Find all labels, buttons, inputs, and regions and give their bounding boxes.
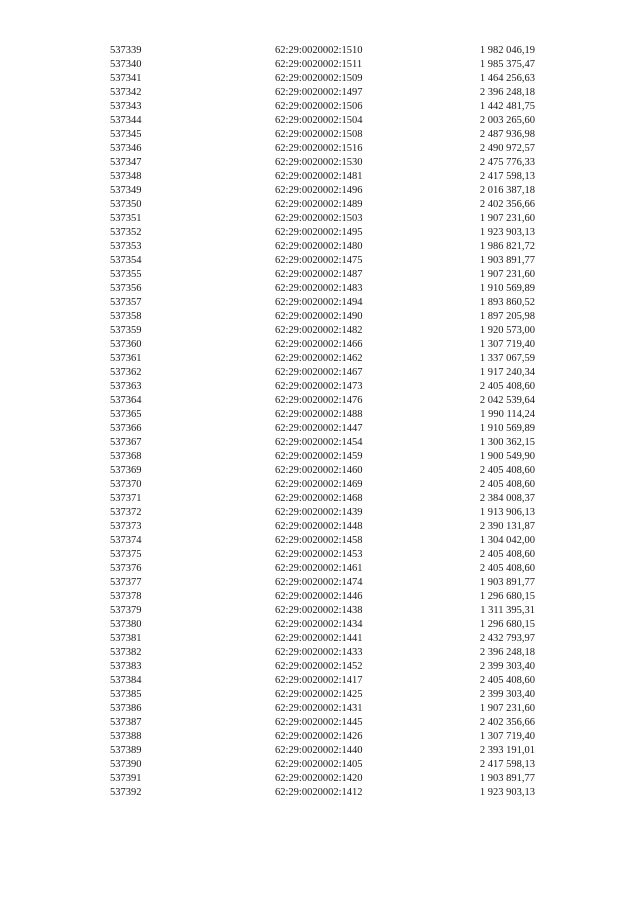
- table-row: [110, 338, 535, 352]
- row-number-cell: 537346: [110, 143, 142, 154]
- row-number-cell: 537356: [110, 283, 142, 294]
- cadastral-number-cell: 62:29:0020002:1420: [275, 773, 363, 784]
- row-number-cell: 537344: [110, 115, 142, 126]
- table-row: [110, 520, 535, 534]
- cadastral-number-cell: 62:29:0020002:1480: [275, 241, 363, 252]
- value-cell: 1 923 903,13: [479, 227, 535, 238]
- value-cell: 1 337 067,59: [479, 353, 535, 364]
- value-cell: 1 442 481,75: [479, 101, 535, 112]
- value-cell: 1 986 821,72: [479, 241, 535, 252]
- cadastral-number-cell: 62:29:0020002:1467: [275, 367, 363, 378]
- table-row: [110, 660, 535, 674]
- table-row: [110, 58, 535, 72]
- cadastral-number-cell: 62:29:0020002:1433: [275, 647, 363, 658]
- cadastral-number-cell: 62:29:0020002:1447: [275, 423, 363, 434]
- value-cell: 2 417 598,13: [479, 171, 535, 182]
- cadastral-number-cell: 62:29:0020002:1462: [275, 353, 363, 364]
- cadastral-number-cell: 62:29:0020002:1495: [275, 227, 363, 238]
- value-cell: 2 396 248,18: [479, 647, 535, 658]
- row-number-cell: 537358: [110, 311, 142, 322]
- value-cell: 1 307 719,40: [479, 731, 535, 742]
- table-row: [110, 352, 535, 366]
- cadastral-number-cell: 62:29:0020002:1431: [275, 703, 363, 714]
- row-number-cell: 537391: [110, 773, 142, 784]
- cadastral-number-cell: 62:29:0020002:1508: [275, 129, 363, 140]
- row-number-cell: 537374: [110, 535, 142, 546]
- table-row: [110, 506, 535, 520]
- table-row: [110, 688, 535, 702]
- cadastral-number-cell: 62:29:0020002:1461: [275, 563, 363, 574]
- table-row: [110, 366, 535, 380]
- table-row: [110, 464, 535, 478]
- table-row: [110, 436, 535, 450]
- row-number-cell: 537380: [110, 619, 142, 630]
- value-cell: 2 417 598,13: [479, 759, 535, 770]
- cadastral-number-cell: 62:29:0020002:1516: [275, 143, 363, 154]
- value-cell: 2 432 793,97: [479, 633, 535, 644]
- value-cell: 1 296 680,15: [479, 591, 535, 602]
- row-number-cell: 537351: [110, 213, 142, 224]
- table-row: [110, 44, 535, 58]
- row-number-cell: 537386: [110, 703, 142, 714]
- value-cell: 1 893 860,52: [479, 297, 535, 308]
- row-number-cell: 537392: [110, 787, 142, 798]
- value-cell: 1 464 256,63: [479, 73, 535, 84]
- table-row: [110, 562, 535, 576]
- row-number-cell: 537379: [110, 605, 142, 616]
- row-number-cell: 537354: [110, 255, 142, 266]
- cadastral-number-cell: 62:29:0020002:1504: [275, 115, 363, 126]
- cadastral-number-cell: 62:29:0020002:1488: [275, 409, 363, 420]
- value-cell: 1 300 362,15: [479, 437, 535, 448]
- row-number-cell: 537345: [110, 129, 142, 140]
- row-number-cell: 537339: [110, 45, 142, 56]
- row-number-cell: 537377: [110, 577, 142, 588]
- value-cell: 1 900 549,90: [479, 451, 535, 462]
- table-row: [110, 198, 535, 212]
- cadastral-number-cell: 62:29:0020002:1476: [275, 395, 363, 406]
- table-row: [110, 212, 535, 226]
- table-row: [110, 72, 535, 86]
- row-number-cell: 537342: [110, 87, 142, 98]
- value-cell: 2 405 408,60: [479, 479, 535, 490]
- value-cell: 1 923 903,13: [479, 787, 535, 798]
- value-cell: 1 307 719,40: [479, 339, 535, 350]
- table-row: [110, 534, 535, 548]
- value-cell: 1 910 569,89: [479, 423, 535, 434]
- table-row: [110, 590, 535, 604]
- row-number-cell: 537347: [110, 157, 142, 168]
- cadastral-number-cell: 62:29:0020002:1434: [275, 619, 363, 630]
- cadastral-number-cell: 62:29:0020002:1481: [275, 171, 363, 182]
- table-row: [110, 296, 535, 310]
- row-number-cell: 537381: [110, 633, 142, 644]
- row-number-cell: 537363: [110, 381, 142, 392]
- table-row: [110, 478, 535, 492]
- value-cell: 2 042 539,64: [479, 395, 535, 406]
- table-row: [110, 254, 535, 268]
- table-row: [110, 324, 535, 338]
- cadastral-number-cell: 62:29:0020002:1425: [275, 689, 363, 700]
- cadastral-number-cell: 62:29:0020002:1510: [275, 45, 363, 56]
- cadastral-number-cell: 62:29:0020002:1466: [275, 339, 363, 350]
- value-cell: 1 985 375,47: [479, 59, 535, 70]
- row-number-cell: 537389: [110, 745, 142, 756]
- cadastral-number-cell: 62:29:0020002:1452: [275, 661, 363, 672]
- row-number-cell: 537367: [110, 437, 142, 448]
- row-number-cell: 537370: [110, 479, 142, 490]
- table-row: [110, 604, 535, 618]
- row-number-cell: 537388: [110, 731, 142, 742]
- row-number-cell: 537366: [110, 423, 142, 434]
- table-row: [110, 142, 535, 156]
- row-number-cell: 537383: [110, 661, 142, 672]
- row-number-cell: 537373: [110, 521, 142, 532]
- table-row: [110, 548, 535, 562]
- value-cell: 2 490 972,57: [479, 143, 535, 154]
- row-number-cell: 537350: [110, 199, 142, 210]
- table-row: [110, 450, 535, 464]
- table-row: [110, 772, 535, 786]
- cadastral-number-cell: 62:29:0020002:1440: [275, 745, 363, 756]
- row-number-cell: 537362: [110, 367, 142, 378]
- table-body: [110, 44, 535, 800]
- value-cell: 2 003 265,60: [479, 115, 535, 126]
- cadastral-number-cell: 62:29:0020002:1439: [275, 507, 363, 518]
- cadastral-number-cell: 62:29:0020002:1483: [275, 283, 363, 294]
- table-row: [110, 86, 535, 100]
- cadastral-number-cell: 62:29:0020002:1494: [275, 297, 363, 308]
- value-cell: 1 903 891,77: [479, 577, 535, 588]
- cadastral-number-cell: 62:29:0020002:1438: [275, 605, 363, 616]
- value-cell: 1 910 569,89: [479, 283, 535, 294]
- cadastral-number-cell: 62:29:0020002:1460: [275, 465, 363, 476]
- table-row: [110, 170, 535, 184]
- cadastral-number-cell: 62:29:0020002:1426: [275, 731, 363, 742]
- cadastral-number-cell: 62:29:0020002:1446: [275, 591, 363, 602]
- cadastral-number-cell: 62:29:0020002:1474: [275, 577, 363, 588]
- value-cell: 2 393 191,01: [479, 745, 535, 756]
- row-number-cell: 537353: [110, 241, 142, 252]
- row-number-cell: 537382: [110, 647, 142, 658]
- table-row: [110, 632, 535, 646]
- value-cell: 2 487 936,98: [479, 129, 535, 140]
- row-number-cell: 537359: [110, 325, 142, 336]
- table-row: [110, 380, 535, 394]
- table-row: [110, 576, 535, 590]
- value-cell: 1 907 231,60: [479, 269, 535, 280]
- value-cell: 1 907 231,60: [479, 213, 535, 224]
- cadastral-value-table: [110, 44, 535, 800]
- cadastral-number-cell: 62:29:0020002:1503: [275, 213, 363, 224]
- row-number-cell: 537385: [110, 689, 142, 700]
- table-row: [110, 240, 535, 254]
- value-cell: 2 475 776,33: [479, 157, 535, 168]
- table-row: [110, 646, 535, 660]
- row-number-cell: 537371: [110, 493, 142, 504]
- value-cell: 2 405 408,60: [479, 381, 535, 392]
- row-number-cell: 537364: [110, 395, 142, 406]
- cadastral-number-cell: 62:29:0020002:1473: [275, 381, 363, 392]
- cadastral-number-cell: 62:29:0020002:1454: [275, 437, 363, 448]
- value-cell: 1 907 231,60: [479, 703, 535, 714]
- table-row: [110, 114, 535, 128]
- table-row: [110, 702, 535, 716]
- table-row: [110, 408, 535, 422]
- value-cell: 2 384 008,37: [479, 493, 535, 504]
- cadastral-number-cell: 62:29:0020002:1405: [275, 759, 363, 770]
- row-number-cell: 537343: [110, 101, 142, 112]
- value-cell: 2 390 131,87: [479, 521, 535, 532]
- cadastral-number-cell: 62:29:0020002:1412: [275, 787, 363, 798]
- value-cell: 1 903 891,77: [479, 773, 535, 784]
- table-row: [110, 744, 535, 758]
- table-row: [110, 674, 535, 688]
- row-number-cell: 537376: [110, 563, 142, 574]
- cadastral-number-cell: 62:29:0020002:1458: [275, 535, 363, 546]
- row-number-cell: 537384: [110, 675, 142, 686]
- value-cell: 2 402 356,66: [479, 717, 535, 728]
- table-row: [110, 758, 535, 772]
- value-cell: 1 913 906,13: [479, 507, 535, 518]
- cadastral-number-cell: 62:29:0020002:1489: [275, 199, 363, 210]
- table-row: [110, 422, 535, 436]
- row-number-cell: 537390: [110, 759, 142, 770]
- row-number-cell: 537378: [110, 591, 142, 602]
- value-cell: 1 296 680,15: [479, 619, 535, 630]
- table-row: [110, 716, 535, 730]
- row-number-cell: 537349: [110, 185, 142, 196]
- value-cell: 2 405 408,60: [479, 465, 535, 476]
- table-row: [110, 156, 535, 170]
- row-number-cell: 537375: [110, 549, 142, 560]
- value-cell: 1 897 205,98: [479, 311, 535, 322]
- value-cell: 1 920 573,00: [479, 325, 535, 336]
- cadastral-number-cell: 62:29:0020002:1445: [275, 717, 363, 728]
- cadastral-number-cell: 62:29:0020002:1530: [275, 157, 363, 168]
- table-row: [110, 394, 535, 408]
- value-cell: 1 903 891,77: [479, 255, 535, 266]
- table-row: [110, 128, 535, 142]
- cadastral-number-cell: 62:29:0020002:1482: [275, 325, 363, 336]
- value-cell: 2 405 408,60: [479, 563, 535, 574]
- cadastral-number-cell: 62:29:0020002:1448: [275, 521, 363, 532]
- cadastral-number-cell: 62:29:0020002:1468: [275, 493, 363, 504]
- row-number-cell: 537360: [110, 339, 142, 350]
- value-cell: 2 016 387,18: [479, 185, 535, 196]
- table-row: [110, 786, 535, 800]
- value-cell: 2 405 408,60: [479, 675, 535, 686]
- value-cell: 2 402 356,66: [479, 199, 535, 210]
- table-row: [110, 184, 535, 198]
- table-row: [110, 492, 535, 506]
- row-number-cell: 537355: [110, 269, 142, 280]
- row-number-cell: 537387: [110, 717, 142, 728]
- row-number-cell: 537368: [110, 451, 142, 462]
- table-row: [110, 100, 535, 114]
- cadastral-number-cell: 62:29:0020002:1475: [275, 255, 363, 266]
- cadastral-number-cell: 62:29:0020002:1459: [275, 451, 363, 462]
- value-cell: 2 399 303,40: [479, 689, 535, 700]
- cadastral-number-cell: 62:29:0020002:1509: [275, 73, 363, 84]
- row-number-cell: 537361: [110, 353, 142, 364]
- table-row: [110, 618, 535, 632]
- value-cell: 2 399 303,40: [479, 661, 535, 672]
- cadastral-number-cell: 62:29:0020002:1497: [275, 87, 363, 98]
- table-row: [110, 226, 535, 240]
- cadastral-number-cell: 62:29:0020002:1506: [275, 101, 363, 112]
- cadastral-number-cell: 62:29:0020002:1441: [275, 633, 363, 644]
- cadastral-number-cell: 62:29:0020002:1453: [275, 549, 363, 560]
- cadastral-number-cell: 62:29:0020002:1469: [275, 479, 363, 490]
- row-number-cell: 537369: [110, 465, 142, 476]
- cadastral-number-cell: 62:29:0020002:1511: [275, 59, 363, 70]
- cadastral-number-cell: 62:29:0020002:1496: [275, 185, 363, 196]
- row-number-cell: 537357: [110, 297, 142, 308]
- value-cell: 1 917 240,34: [479, 367, 535, 378]
- row-number-cell: 537348: [110, 171, 142, 182]
- cadastral-number-cell: 62:29:0020002:1487: [275, 269, 363, 280]
- cadastral-number-cell: 62:29:0020002:1417: [275, 675, 363, 686]
- row-number-cell: 537365: [110, 409, 142, 420]
- cadastral-number-cell: 62:29:0020002:1490: [275, 311, 363, 322]
- table-row: [110, 268, 535, 282]
- row-number-cell: 537372: [110, 507, 142, 518]
- value-cell: 2 396 248,18: [479, 87, 535, 98]
- value-cell: 1 304 042,00: [479, 535, 535, 546]
- table-row: [110, 282, 535, 296]
- row-number-cell: 537352: [110, 227, 142, 238]
- value-cell: 1 990 114,24: [480, 409, 535, 420]
- table-row: [110, 730, 535, 744]
- row-number-cell: 537340: [110, 59, 142, 70]
- value-cell: 2 405 408,60: [479, 549, 535, 560]
- value-cell: 1 311 395,31: [480, 605, 535, 616]
- value-cell: 1 982 046,19: [479, 45, 535, 56]
- row-number-cell: 537341: [110, 73, 142, 84]
- table-row: [110, 310, 535, 324]
